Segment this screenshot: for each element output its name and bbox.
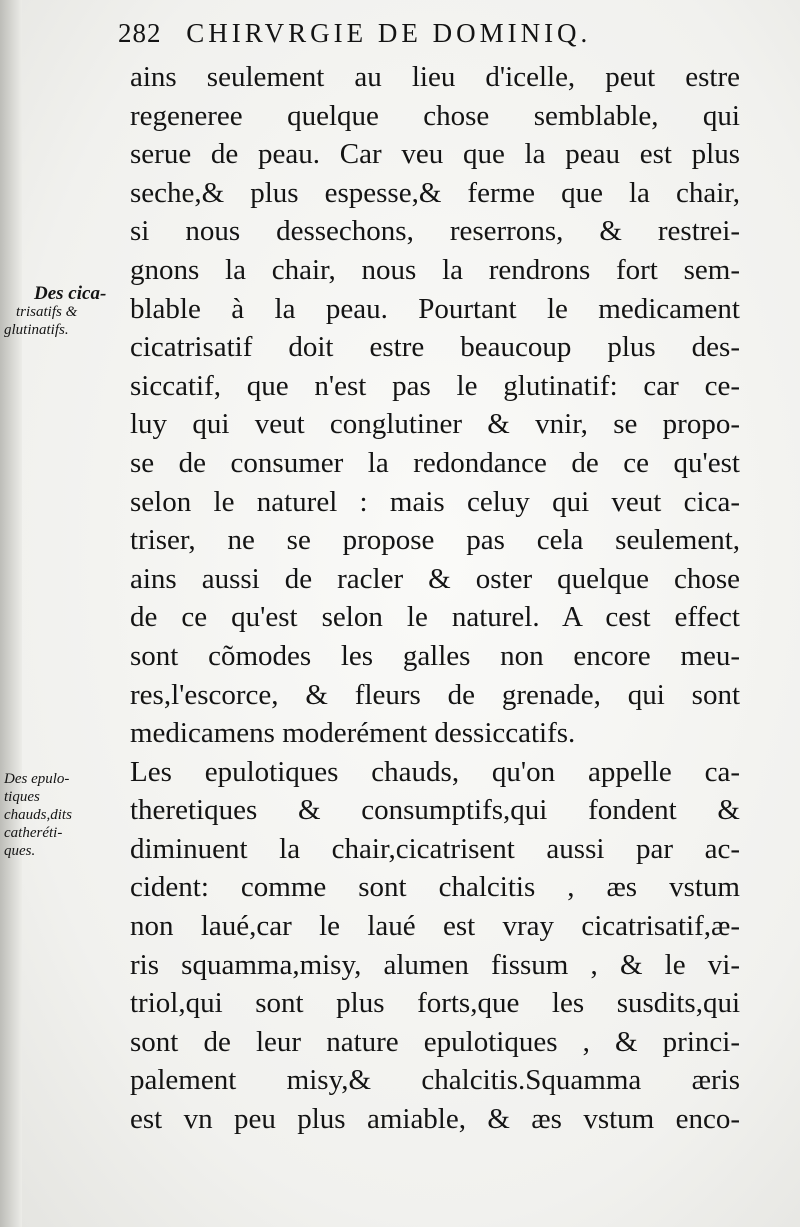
text-line: non laué,car le laué est vray cicatrisatif,æ- (130, 910, 740, 943)
text-line: sont de leur nature epulotiques , & princi- (130, 1025, 740, 1058)
text-line: seche,& plus espesse,& ferme que la chair, (130, 176, 740, 209)
margin-note-line: trisatifs & (16, 304, 78, 320)
text-line: palement misy,& chalcitis.Squamma æris (130, 1064, 740, 1097)
text-line: res,l'escorce, & fleurs de grenade, qui sont (130, 678, 740, 711)
text-line: Les epulotiques chauds, qu'on appelle ca- (130, 755, 740, 788)
text-line: regeneree quelque chose semblable, qui (130, 99, 740, 132)
text-line: cicatrisatif doit estre beaucoup plus des- (130, 331, 740, 364)
text-line: se de consumer la redondance de ce qu'est (130, 446, 740, 479)
text-line: si nous dessechons, reserrons, & restrei- (130, 215, 740, 248)
margin-note-epulotiques (4, 770, 126, 860)
body-text (130, 58, 740, 1139)
text-line: ris squamma,misy, alumen fissum , & le vi- (130, 948, 740, 981)
margin-note-line: Des cica- (34, 283, 107, 304)
margin-note-line: chauds,dits (4, 807, 72, 823)
text-line: selon le naturel : mais celuy qui veut cica- (130, 485, 740, 518)
text-line: triol,qui sont plus forts,que les susdits,qui (130, 987, 740, 1020)
text-line: serue de peau. Car veu que la peau est plus (130, 138, 740, 171)
margin-note-line: ques. (4, 843, 36, 859)
text-line: diminuent la chair,cicatrisent aussi par ac- (130, 832, 740, 865)
margin-note-line: tiques (4, 789, 40, 805)
text-line: triser, ne se propose pas cela seulement, (130, 524, 740, 557)
text-line: de ce qu'est selon le naturel. A cest effect (130, 601, 740, 634)
text-line: medicamens moderément dessiccatifs. (130, 717, 576, 750)
text-line: siccatif, que n'est pas le glutinatif: car ce- (130, 369, 740, 402)
text-line: est vn peu plus amiable, & æs vstum enco- (130, 1103, 740, 1136)
margin-note-line: Des epulo- (4, 771, 70, 787)
page-number: 282 (118, 18, 162, 48)
margin-note-cicatrisatifs (4, 285, 126, 339)
text-line: sont cõmodes les galles non encore meu- (130, 639, 740, 672)
text-line: theretiques & consumptifs,qui fondent & (130, 794, 740, 827)
text-line: cident: comme sont chalcitis , æs vstum (130, 871, 740, 904)
text-line: luy qui veut conglutiner & vnir, se propo- (130, 408, 740, 441)
running-title: CHIRVRGIE DE DOMINIQ. (186, 18, 592, 48)
margin-note-line: catheréti- (4, 825, 63, 841)
text-line: ains seulement au lieu d'icelle, peut estre (130, 61, 740, 93)
margin-note-line: glutinatifs. (4, 322, 69, 338)
text-line: blable à la peau. Pourtant le medicament (130, 292, 740, 325)
text-line: gnons la chair, nous la rendrons fort sem- (130, 253, 740, 286)
text-line: ains aussi de racler & oster quelque chose (130, 562, 740, 595)
running-header (118, 18, 718, 58)
page-spine-shadow (0, 0, 22, 1227)
